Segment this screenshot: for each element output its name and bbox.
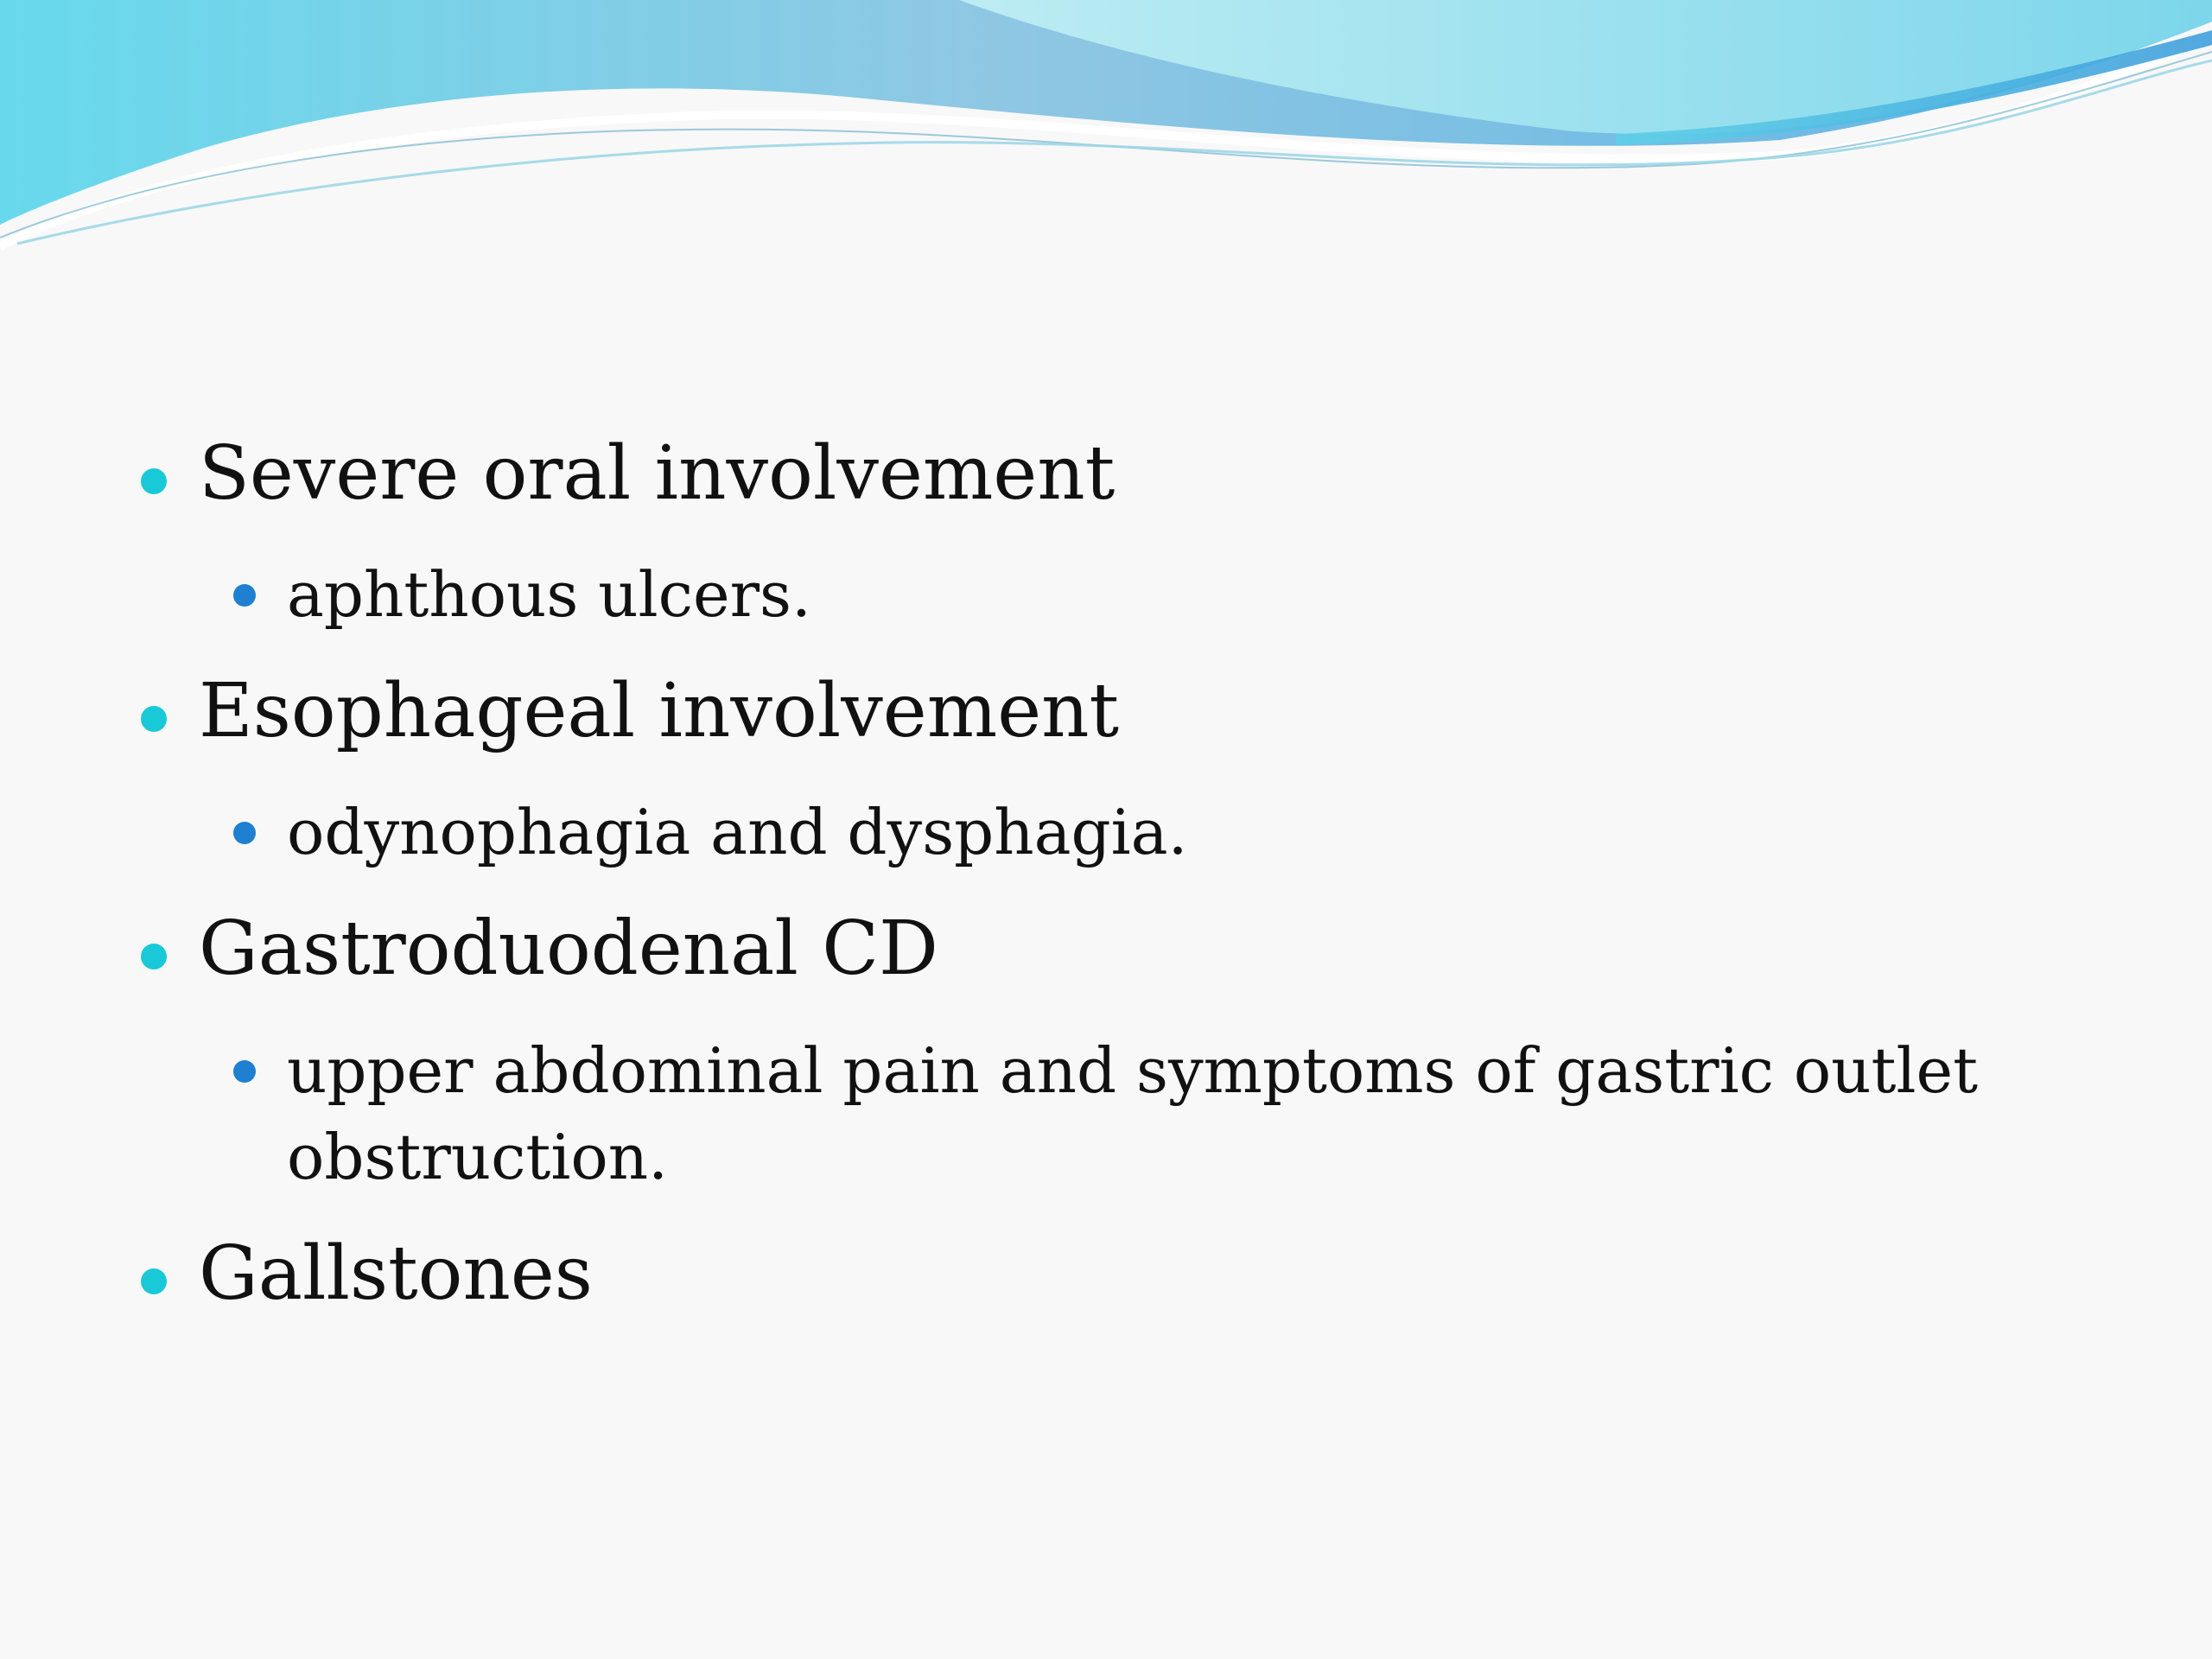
sub-bullet-text: odynophagia and dysphagia. (287, 796, 1188, 869)
sub-bullet-dot-icon (233, 584, 256, 607)
sub-bullet-item-odynophagia-dysphagia (138, 789, 2074, 876)
slide-content (138, 432, 2074, 1351)
bullet-item-severe-oral-involvement (138, 432, 2074, 515)
sub-bullet-item-aphthous-ulcers (138, 551, 2074, 639)
bullet-text: Esophageal involvement (199, 668, 1120, 755)
sub-bullet-text: upper abdominal pain and symptoms of gastric outlet obstruction. (287, 1033, 1979, 1194)
sub-bullet-dot-icon (233, 822, 256, 844)
bullet-item-esophageal-involvement (138, 670, 2074, 753)
sub-bullet-item-upper-abdominal-pain (138, 1027, 2074, 1202)
bullet-text: Gallstones (199, 1230, 593, 1318)
bullet-text: Severe oral involvement (199, 430, 1116, 517)
bullet-item-gastroduodenal-cd (138, 906, 2074, 993)
bullet-text: Gastroduodenal CD (199, 906, 938, 993)
bullet-dot-icon (141, 706, 167, 732)
sub-bullet-text: aphthous ulcers. (287, 558, 811, 632)
bullet-list (138, 430, 2074, 1318)
bullet-dot-icon (141, 468, 167, 494)
bullet-dot-icon (141, 944, 167, 969)
sub-bullet-dot-icon (233, 1060, 256, 1083)
header-wave-decoration (0, 0, 2212, 259)
bullet-item-gallstones (138, 1230, 2074, 1318)
bullet-dot-icon (141, 1268, 167, 1294)
